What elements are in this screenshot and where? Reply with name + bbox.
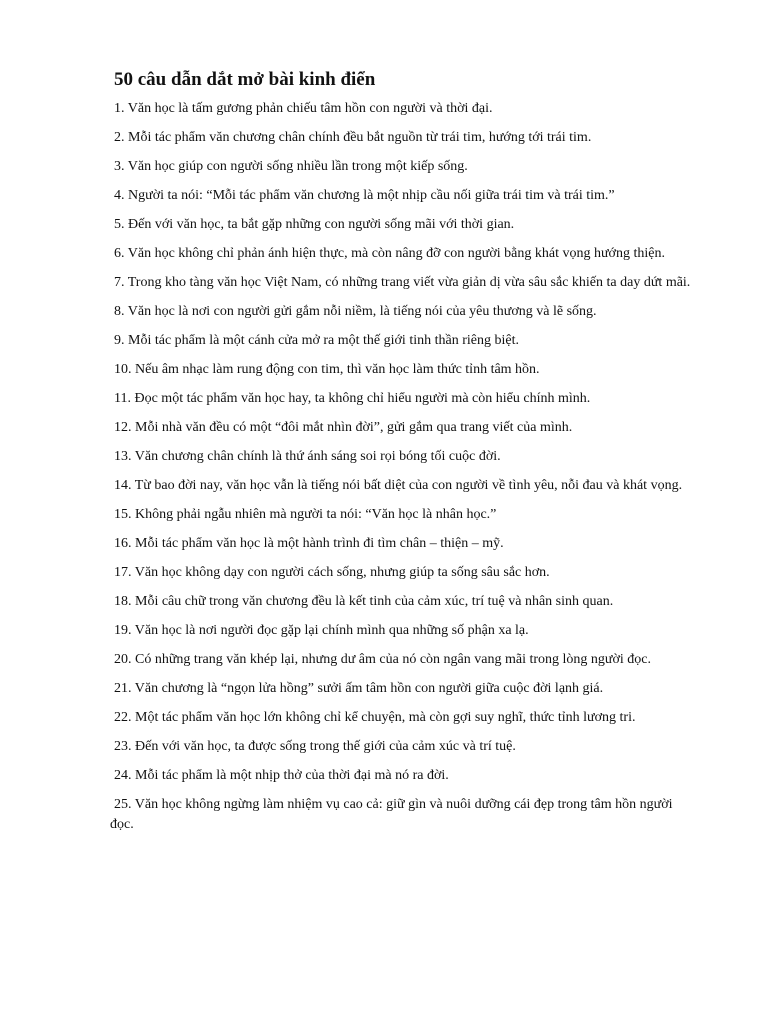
list-item: 17. Văn học không dạy con người cách sống, nhưng giúp ta sống sâu sắc hơn. xyxy=(114,565,550,580)
list-item: 12. Mỗi nhà văn đều có một “đôi mắt nhìn đời”, gửi gắm qua trang viết của mình. xyxy=(114,420,573,435)
list-item: 22. Một tác phẩm văn học lớn không chỉ kể chuyện, mà còn gợi suy nghĩ, thức tỉnh lương tri. xyxy=(114,710,636,725)
list-item: 3. Văn học giúp con người sống nhiều lần trong một kiếp sống. xyxy=(114,159,468,174)
list-item: 15. Không phải ngẫu nhiên mà người ta nói: “Văn học là nhân học.” xyxy=(114,507,497,522)
list-item: 2. Mỗi tác phẩm văn chương chân chính đều bắt nguồn từ trái tim, hướng tới trái tim. xyxy=(114,130,592,145)
list-item: 19. Văn học là nơi người đọc gặp lại chính mình qua những số phận xa lạ. xyxy=(114,623,529,638)
document-title: 50 câu dẫn dắt mở bài kinh điển xyxy=(114,69,376,90)
list-item: 8. Văn học là nơi con người gửi gắm nỗi niềm, là tiếng nói của yêu thương và lẽ sống. xyxy=(114,304,597,319)
list-item: 20. Có những trang văn khép lại, nhưng dư âm của nó còn ngân vang mãi trong lòng người đọc. xyxy=(114,652,651,667)
list-item: 9. Mỗi tác phẩm là một cánh cửa mở ra một thế giới tinh thần riêng biệt. xyxy=(114,333,519,348)
list-item: 18. Mỗi câu chữ trong văn chương đều là kết tinh của cảm xúc, trí tuệ và nhân sinh quan. xyxy=(114,594,614,609)
list-item: 4. Người ta nói: “Mỗi tác phẩm văn chương là một nhịp cầu nối giữa trái tim và trái tim.” xyxy=(114,188,615,203)
list-item: 16. Mỗi tác phẩm văn học là một hành trình đi tìm chân – thiện – mỹ. xyxy=(114,536,504,551)
list-item: 1. Văn học là tấm gương phản chiếu tâm hồn con người và thời đại. xyxy=(114,101,493,116)
list-item: 10. Nếu âm nhạc làm rung động con tim, thì văn học làm thức tỉnh tâm hồn. xyxy=(114,362,540,377)
list-item: 6. Văn học không chỉ phản ánh hiện thực, mà còn nâng đỡ con người bằng khát vọng hướng thiện. xyxy=(114,246,665,261)
list-item: 23. Đến với văn học, ta được sống trong thế giới của cảm xúc và trí tuệ. xyxy=(114,739,516,754)
list-item: 21. Văn chương là “ngọn lửa hồng” sưởi ấm tâm hồn con người giữa cuộc đời lạnh giá. xyxy=(114,681,604,696)
list-item: 7. Trong kho tàng văn học Việt Nam, có những trang viết vừa giản dị vừa sâu sắc khiến ta day dứt mãi. xyxy=(114,275,691,290)
quote-list xyxy=(110,99,695,834)
list-item: 24. Mỗi tác phẩm là một nhịp thở của thời đại mà nó ra đời. xyxy=(114,768,449,783)
list-item: 13. Văn chương chân chính là thứ ánh sáng soi rọi bóng tối cuộc đời. xyxy=(114,449,501,464)
list-item: 25. Văn học không ngừng làm nhiệm vụ cao cả: giữ gìn và nuôi dưỡng cái đẹp trong tâm hồn người đọc. xyxy=(110,797,673,832)
list-item: 14. Từ bao đời nay, văn học vẫn là tiếng nói bất diệt của con người về tình yêu, nỗi đau và khát vọng. xyxy=(114,478,683,493)
list-item: 11. Đọc một tác phẩm văn học hay, ta không chỉ hiểu người mà còn hiểu chính mình. xyxy=(114,391,591,406)
list-item: 5. Đến với văn học, ta bắt gặp những con người sống mãi với thời gian. xyxy=(114,217,515,232)
document-page xyxy=(110,66,695,844)
